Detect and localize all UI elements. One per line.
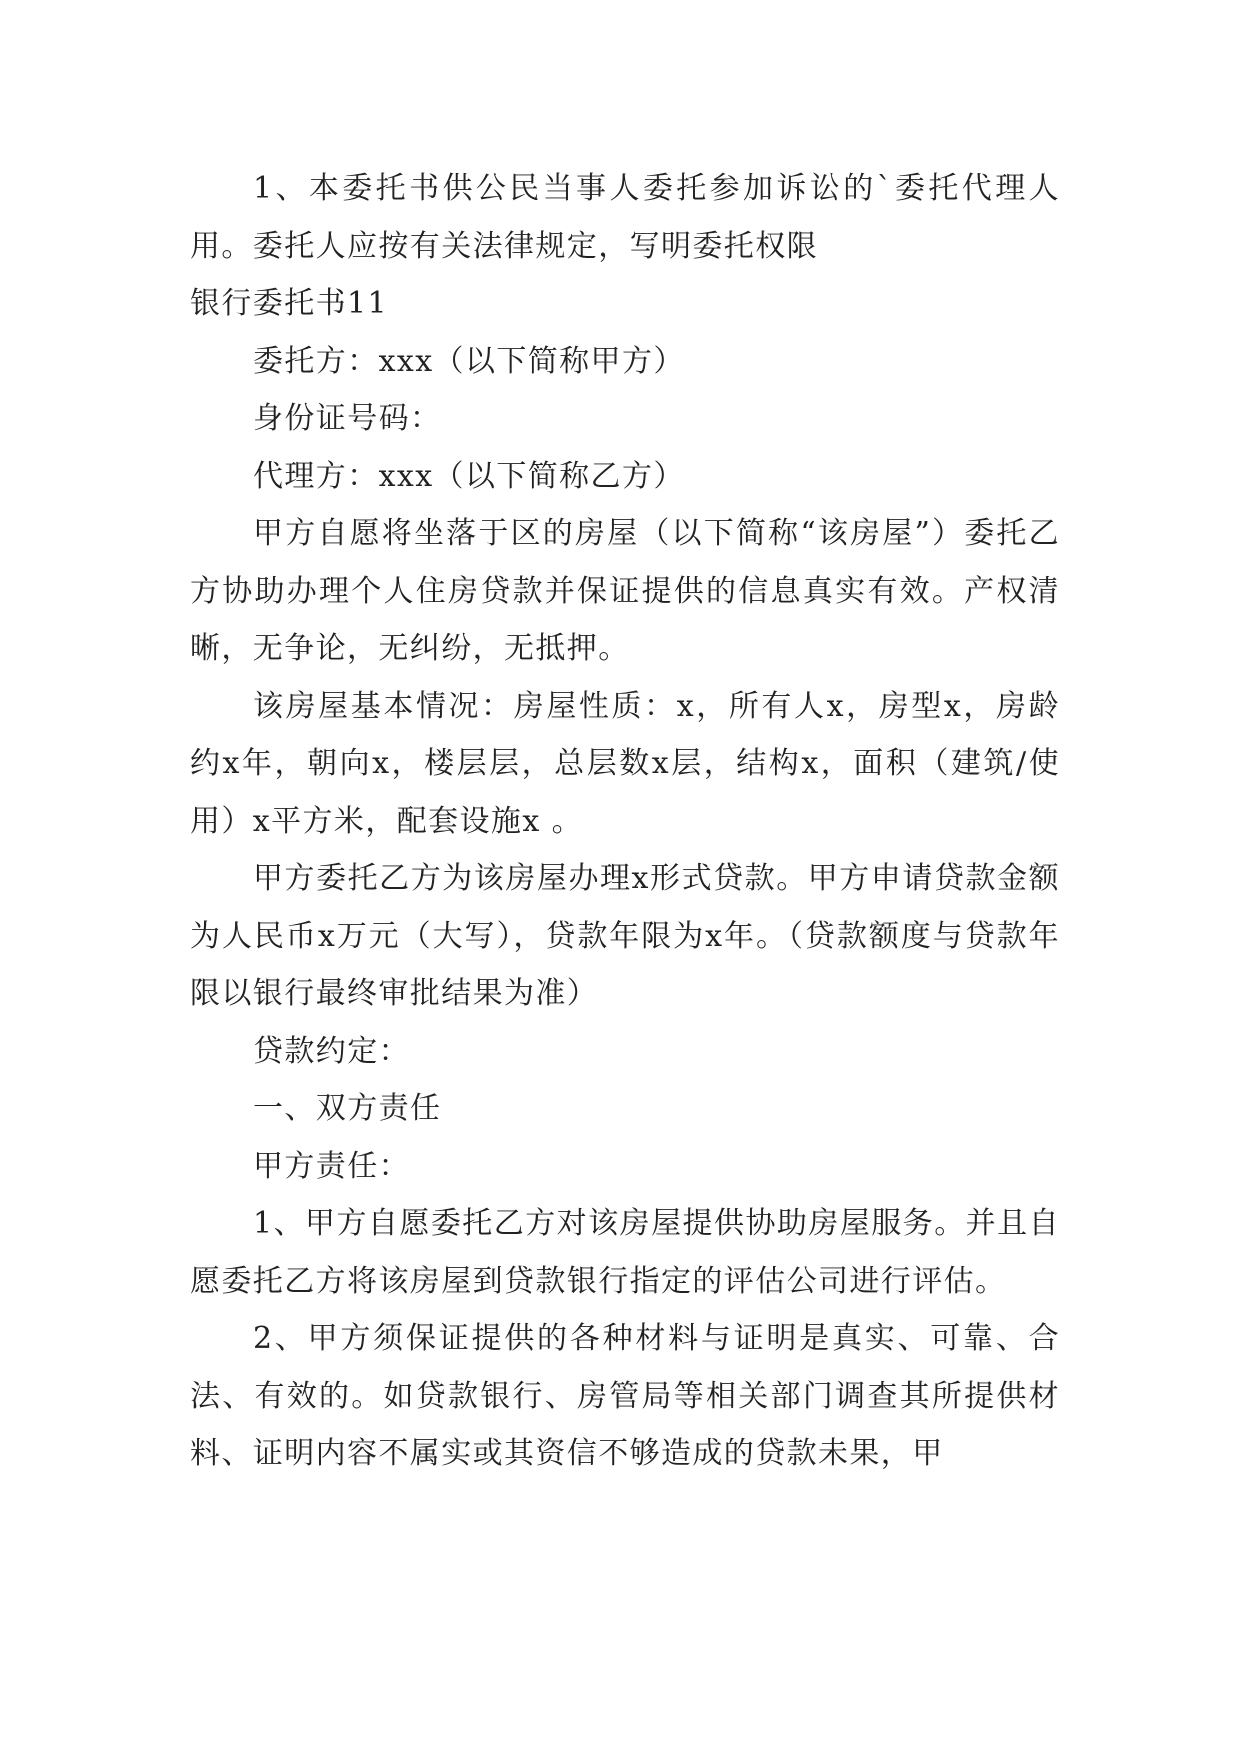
- loan-agreement-heading: 贷款约定：: [253, 1033, 410, 1069]
- duty-item-2: 2、甲方须保证提供的各种材料与证明是真实、可靠、合法、有效的。如贷款银行、房管局等相关部门调查其所提供材料、证明内容不属实或其资信不够造成的贷款未果，甲: [190, 1321, 1060, 1471]
- document-body: [190, 160, 1060, 1483]
- document-heading: 银行委托书11: [190, 286, 388, 321]
- note-paragraph: 1、本委托书供公民当事人委托参加诉讼的`委托代理人用。委托人应按有关法律规定，写明委托权限: [190, 171, 1060, 264]
- party-a-duties-heading: 甲方责任：: [253, 1148, 410, 1184]
- loan-request-paragraph: 甲方委托乙方为该房屋办理x形式贷款。甲方申请贷款金额为人民币x万元（大写），贷款年限为x年。（贷款额度与贷款年限以银行最终审批结果为准）: [190, 861, 1060, 1011]
- section-heading: 一、双方责任: [253, 1091, 442, 1126]
- entrustment-paragraph: 甲方自愿将坐落于区的房屋（以下简称“该房屋”）委托乙方协助办理个人住房贷款并保证提供的信息真实有效。产权清晰，无争论，无纠纷，无抵押。: [190, 516, 1060, 666]
- duty-item-1: 1、甲方自愿委托乙方对该房屋提供协助房屋服务。并且自愿委托乙方将该房屋到贷款银行指定的评估公司进行评估。: [190, 1206, 1060, 1299]
- principal-line: 委托方：xxx（以下简称甲方）: [253, 343, 685, 379]
- property-info-paragraph: 该房屋基本情况：房屋性质：x，所有人x，房型x，房龄约x年，朝向x，楼层层，总层数x层，结构x，面积（建筑/使用）x平方米，配套设施x 。: [190, 688, 1060, 839]
- id-number-line: 身份证号码：: [253, 401, 442, 436]
- agent-line: 代理方：xxx（以下简称乙方）: [253, 458, 685, 494]
